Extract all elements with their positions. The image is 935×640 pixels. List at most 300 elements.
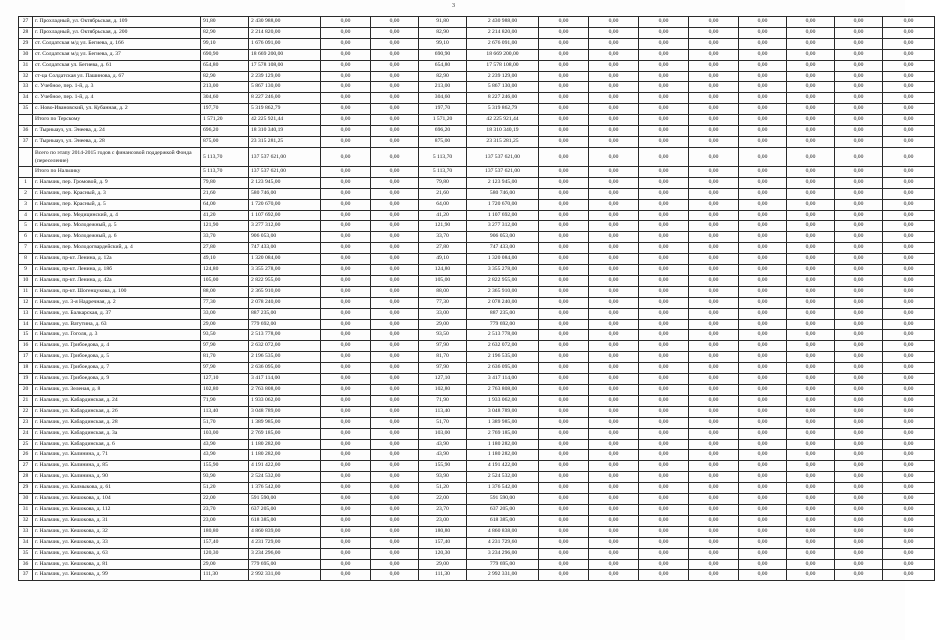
cost-cell: 137 537 621,00 — [249, 147, 321, 166]
area-cell: 82,90 — [201, 71, 249, 82]
value-cell: 0,00 — [835, 104, 883, 115]
value-cell: 0,00 — [883, 115, 935, 126]
address-cell: г. Нальчик, ул. Кабардинская, д. 6 — [33, 439, 201, 450]
value-cell: 591 590,00 — [467, 494, 539, 505]
row-number: 31 — [19, 60, 33, 71]
value-cell: 0,00 — [539, 275, 589, 286]
cost-cell: 3 355 278,00 — [249, 265, 321, 276]
value-cell: 0,00 — [539, 308, 589, 319]
value-cell: 0,00 — [639, 60, 689, 71]
value-cell: 0,00 — [371, 504, 419, 515]
value-cell: 0,00 — [321, 374, 371, 385]
value-cell: 0,00 — [321, 483, 371, 494]
value-cell: 0,00 — [589, 275, 639, 286]
row-number: 24 — [19, 428, 33, 439]
value-cell: 0,00 — [321, 254, 371, 265]
value-cell: 0,00 — [371, 136, 419, 147]
value-cell: 0,00 — [835, 188, 883, 199]
area-cell: 875,00 — [201, 136, 249, 147]
row-number — [19, 115, 33, 126]
value-cell: 0,00 — [883, 199, 935, 210]
value-cell: 0,00 — [883, 395, 935, 406]
value-cell: 0,00 — [835, 341, 883, 352]
value-cell: 0,00 — [739, 450, 787, 461]
value-cell: 0,00 — [835, 126, 883, 137]
value-cell: 0,00 — [539, 265, 589, 276]
value-cell: 0,00 — [689, 341, 739, 352]
value-cell: 0,00 — [883, 275, 935, 286]
value-cell: 0,00 — [321, 537, 371, 548]
area-cell: 1 571,20 — [201, 115, 249, 126]
value-cell: 0,00 — [639, 308, 689, 319]
value-cell: 0,00 — [739, 395, 787, 406]
value-cell: 88,00 — [419, 286, 467, 297]
table-row — [19, 341, 935, 352]
value-cell: 0,00 — [589, 60, 639, 71]
value-cell: 0,00 — [689, 82, 739, 93]
value-cell: 0,00 — [321, 330, 371, 341]
value-cell: 0,00 — [639, 71, 689, 82]
row-number: 36 — [19, 126, 33, 137]
value-cell: 0,00 — [883, 17, 935, 28]
value-cell: 0,00 — [639, 537, 689, 548]
value-cell: 33,70 — [419, 232, 467, 243]
value-cell: 0,00 — [539, 406, 589, 417]
value-cell: 0,00 — [835, 60, 883, 71]
value-cell: 0,00 — [883, 319, 935, 330]
row-number: 8 — [19, 254, 33, 265]
address-cell: г. Нальчик, ул. Гоголя, д. 3 — [33, 330, 201, 341]
area-cell: 23,70 — [201, 504, 249, 515]
value-cell: 71,90 — [419, 395, 467, 406]
value-cell: 0,00 — [689, 286, 739, 297]
value-cell: 0,00 — [739, 147, 787, 166]
value-cell: 0,00 — [787, 243, 835, 254]
area-cell: 33,00 — [201, 308, 249, 319]
value-cell: 0,00 — [739, 265, 787, 276]
value-cell: 696,20 — [419, 126, 467, 137]
value-cell: 0,00 — [787, 210, 835, 221]
row-number: 28 — [19, 472, 33, 483]
value-cell: 51,20 — [419, 483, 467, 494]
value-cell: 0,00 — [689, 559, 739, 570]
value-cell: 0,00 — [539, 27, 589, 38]
address-cell: г. Нальчик, ул. Кабардинская, д. 28 — [33, 417, 201, 428]
value-cell: 0,00 — [321, 548, 371, 559]
value-cell: 0,00 — [639, 526, 689, 537]
value-cell: 2 769 185,00 — [467, 428, 539, 439]
area-cell: 93,90 — [201, 472, 249, 483]
cost-cell: 18 669 200,00 — [249, 49, 321, 60]
cost-cell: 2 239 129,00 — [249, 71, 321, 82]
value-cell: 0,00 — [835, 297, 883, 308]
value-cell: 0,00 — [321, 286, 371, 297]
value-cell: 0,00 — [371, 570, 419, 581]
cost-cell: 3 277 312,00 — [249, 221, 321, 232]
value-cell: 0,00 — [689, 147, 739, 166]
value-cell: 0,00 — [787, 60, 835, 71]
value-cell: 0,00 — [883, 352, 935, 363]
value-cell: 0,00 — [689, 483, 739, 494]
value-cell: 0,00 — [539, 188, 589, 199]
cost-cell: 2 992 331,00 — [249, 570, 321, 581]
area-cell: 22,00 — [201, 494, 249, 505]
value-cell: 0,00 — [739, 71, 787, 82]
value-cell: 2 992 331,00 — [467, 570, 539, 581]
value-cell: 0,00 — [835, 115, 883, 126]
value-cell: 0,00 — [689, 93, 739, 104]
table-row — [19, 559, 935, 570]
value-cell: 0,00 — [321, 136, 371, 147]
value-cell: 1 320 084,00 — [467, 254, 539, 265]
value-cell: 0,00 — [883, 330, 935, 341]
table-row — [19, 374, 935, 385]
value-cell: 0,00 — [539, 570, 589, 581]
value-cell: 0,00 — [321, 363, 371, 374]
value-cell: 0,00 — [689, 537, 739, 548]
value-cell: 0,00 — [589, 406, 639, 417]
value-cell: 0,00 — [639, 483, 689, 494]
row-number: 25 — [19, 439, 33, 450]
value-cell: 0,00 — [835, 308, 883, 319]
cost-cell: 747 433,00 — [249, 243, 321, 254]
value-cell: 0,00 — [739, 136, 787, 147]
value-cell: 2 513 778,00 — [467, 330, 539, 341]
address-cell: г. Нальчик, ул. Калинина, д. 90 — [33, 472, 201, 483]
address-cell: г. Нальчик, пер. Красный, д. 5 — [33, 199, 201, 210]
value-cell: 3 417 114,00 — [467, 374, 539, 385]
value-cell: 0,00 — [689, 417, 739, 428]
address-cell: г. Нальчик, пер. Медицинский, д. 4 — [33, 210, 201, 221]
address-cell: г. Нальчик, ул. Кешокова, д. 81 — [33, 559, 201, 570]
value-cell: 0,00 — [639, 243, 689, 254]
value-cell: 0,00 — [321, 104, 371, 115]
value-cell: 113,40 — [419, 406, 467, 417]
address-cell: г. Нальчик, пер. Красный, д. 3 — [33, 188, 201, 199]
value-cell: 0,00 — [589, 49, 639, 60]
value-cell: 43,90 — [419, 439, 467, 450]
value-cell: 618 385,00 — [467, 515, 539, 526]
value-cell: 0,00 — [539, 483, 589, 494]
table-row — [19, 71, 935, 82]
area-cell: 213,00 — [201, 82, 249, 93]
value-cell: 0,00 — [589, 526, 639, 537]
value-cell: 0,00 — [321, 526, 371, 537]
value-cell: 0,00 — [883, 374, 935, 385]
value-cell: 0,00 — [787, 330, 835, 341]
table-row — [19, 406, 935, 417]
area-cell: 5 113,70 — [201, 147, 249, 166]
cost-cell: 1 720 670,00 — [249, 199, 321, 210]
value-cell: 0,00 — [639, 385, 689, 396]
table-row — [19, 319, 935, 330]
value-cell: 0,00 — [689, 275, 739, 286]
table-row — [19, 548, 935, 559]
page-number: 3 — [452, 3, 455, 9]
value-cell: 0,00 — [321, 395, 371, 406]
value-cell: 0,00 — [835, 406, 883, 417]
value-cell: 0,00 — [689, 570, 739, 581]
value-cell: 0,00 — [787, 254, 835, 265]
value-cell: 0,00 — [883, 385, 935, 396]
cost-cell: 2 513 778,00 — [249, 330, 321, 341]
value-cell: 0,00 — [639, 177, 689, 188]
value-cell: 0,00 — [787, 199, 835, 210]
value-cell: 0,00 — [739, 385, 787, 396]
area-cell: 23,00 — [201, 515, 249, 526]
value-cell: 0,00 — [371, 548, 419, 559]
area-cell: 105,00 — [201, 275, 249, 286]
address-cell: с. Учебное, пер. 1-й, д. 3 — [33, 82, 201, 93]
row-number: 21 — [19, 395, 33, 406]
value-cell: 0,00 — [589, 385, 639, 396]
address-cell: г. Нальчик, ул. Грибоедова, д. 7 — [33, 363, 201, 374]
value-cell: 0,00 — [739, 49, 787, 60]
address-cell: г. Нальчик, ул. Грибоедова, д. 5 — [33, 352, 201, 363]
value-cell: 0,00 — [883, 177, 935, 188]
table-row — [19, 297, 935, 308]
cost-cell: 4 231 729,00 — [249, 537, 321, 548]
value-cell: 0,00 — [371, 319, 419, 330]
value-cell: 0,00 — [739, 188, 787, 199]
value-cell: 0,00 — [371, 60, 419, 71]
value-cell: 93,50 — [419, 330, 467, 341]
value-cell: 0,00 — [739, 363, 787, 374]
value-cell: 42 225 921,44 — [467, 115, 539, 126]
address-cell: г. Нальчик, ул. Кешокова, д. 104 — [33, 494, 201, 505]
value-cell: 0,00 — [371, 297, 419, 308]
row-number: 10 — [19, 275, 33, 286]
address-cell: г. Нальчик, ул. Калинина, д. 71 — [33, 450, 201, 461]
value-cell: 0,00 — [835, 136, 883, 147]
value-cell: 0,00 — [589, 232, 639, 243]
value-cell: 0,00 — [835, 439, 883, 450]
address-cell: г. Нальчик, ул. Кешокова, д. 31 — [33, 515, 201, 526]
address-cell: г. Нальчик, ул. Кешокова, д. 99 — [33, 570, 201, 581]
value-cell: 0,00 — [835, 570, 883, 581]
value-cell: 0,00 — [371, 450, 419, 461]
value-cell: 0,00 — [639, 147, 689, 166]
value-cell: 0,00 — [739, 38, 787, 49]
value-cell: 0,00 — [835, 559, 883, 570]
value-cell: 0,00 — [539, 319, 589, 330]
value-cell: 102,80 — [419, 385, 467, 396]
value-cell: 0,00 — [787, 265, 835, 276]
value-cell: 0,00 — [321, 406, 371, 417]
table-row — [19, 494, 935, 505]
table-row — [19, 515, 935, 526]
cost-cell: 1 376 542,00 — [249, 483, 321, 494]
table-row — [19, 115, 935, 126]
value-cell: 0,00 — [539, 450, 589, 461]
value-cell: 22,00 — [419, 494, 467, 505]
value-cell: 875,00 — [419, 136, 467, 147]
value-cell: 0,00 — [539, 177, 589, 188]
value-cell: 0,00 — [835, 38, 883, 49]
address-cell: Итого по Терскому — [33, 115, 201, 126]
value-cell: 0,00 — [787, 286, 835, 297]
value-cell: 0,00 — [371, 221, 419, 232]
address-cell: г. Нальчик, пр-кт. Ленина, д. 12а — [33, 254, 201, 265]
value-cell: 103,00 — [419, 428, 467, 439]
value-cell: 0,00 — [739, 439, 787, 450]
value-cell: 0,00 — [639, 406, 689, 417]
table-row — [19, 82, 935, 93]
value-cell: 0,00 — [787, 352, 835, 363]
row-number: 34 — [19, 537, 33, 548]
row-number: 28 — [19, 27, 33, 38]
value-cell: 0,00 — [539, 126, 589, 137]
value-cell: 77,30 — [419, 297, 467, 308]
value-cell: 0,00 — [321, 417, 371, 428]
value-cell: 213,00 — [419, 82, 467, 93]
address-cell: ст. Солдатская м/д ул. Бегиева, д. 166 — [33, 38, 201, 49]
value-cell: 0,00 — [639, 38, 689, 49]
value-cell: 197,70 — [419, 104, 467, 115]
address-cell: г. Нальчик, ул. Кабардинская, д. 3а — [33, 428, 201, 439]
value-cell: 0,00 — [883, 49, 935, 60]
value-cell: 0,00 — [321, 60, 371, 71]
value-cell: 0,00 — [835, 275, 883, 286]
area-cell: 71,90 — [201, 395, 249, 406]
table-row — [19, 417, 935, 428]
value-cell: 0,00 — [689, 166, 739, 177]
value-cell: 0,00 — [787, 570, 835, 581]
value-cell: 2 078 240,00 — [467, 297, 539, 308]
value-cell: 33,00 — [419, 308, 467, 319]
value-cell: 0,00 — [787, 115, 835, 126]
value-cell: 0,00 — [739, 104, 787, 115]
value-cell: 0,00 — [739, 548, 787, 559]
area-cell: 51,20 — [201, 483, 249, 494]
value-cell: 0,00 — [835, 221, 883, 232]
row-number: 37 — [19, 570, 33, 581]
value-cell: 0,00 — [787, 49, 835, 60]
value-cell: 105,00 — [419, 275, 467, 286]
value-cell: 2 763 808,00 — [467, 385, 539, 396]
value-cell: 0,00 — [371, 352, 419, 363]
value-cell: 0,00 — [639, 319, 689, 330]
value-cell: 0,00 — [787, 559, 835, 570]
value-cell: 0,00 — [639, 126, 689, 137]
value-cell: 906 053,00 — [467, 232, 539, 243]
cost-cell: 3 048 789,00 — [249, 406, 321, 417]
value-cell: 0,00 — [639, 104, 689, 115]
value-cell: 0,00 — [835, 177, 883, 188]
value-cell: 0,00 — [689, 319, 739, 330]
value-cell: 0,00 — [589, 308, 639, 319]
value-cell: 0,00 — [589, 82, 639, 93]
row-number: 30 — [19, 494, 33, 505]
value-cell: 0,00 — [883, 341, 935, 352]
value-cell: 0,00 — [787, 275, 835, 286]
value-cell: 0,00 — [787, 319, 835, 330]
address-cell: г. Нальчик, ул. Кешокова, д. 63 — [33, 548, 201, 559]
area-cell: 43,90 — [201, 450, 249, 461]
value-cell: 0,00 — [371, 17, 419, 28]
area-cell: 43,90 — [201, 439, 249, 450]
value-cell: 0,00 — [883, 570, 935, 581]
value-cell: 0,00 — [787, 17, 835, 28]
value-cell: 0,00 — [539, 428, 589, 439]
value-cell: 0,00 — [689, 472, 739, 483]
value-cell: 1 389 985,00 — [467, 417, 539, 428]
value-cell: 0,00 — [539, 472, 589, 483]
area-cell: 88,00 — [201, 286, 249, 297]
area-cell: 127,10 — [201, 374, 249, 385]
value-cell: 0,00 — [639, 472, 689, 483]
table-row — [19, 166, 935, 177]
value-cell: 2 822 955,00 — [467, 275, 539, 286]
value-cell: 0,00 — [739, 308, 787, 319]
address-cell: г. Тырныауз, ул. Энеева, д. 28 — [33, 136, 201, 147]
cost-cell: 2 769 185,00 — [249, 428, 321, 439]
value-cell: 0,00 — [787, 297, 835, 308]
value-cell: 0,00 — [739, 275, 787, 286]
value-cell: 0,00 — [883, 526, 935, 537]
value-cell: 0,00 — [371, 374, 419, 385]
value-cell: 0,00 — [321, 115, 371, 126]
area-cell: 21,60 — [201, 188, 249, 199]
value-cell: 1 720 670,00 — [467, 199, 539, 210]
area-cell: 157,40 — [201, 537, 249, 548]
value-cell: 0,00 — [739, 504, 787, 515]
row-number: 9 — [19, 265, 33, 276]
cost-cell: 2 365 910,00 — [249, 286, 321, 297]
table-row — [19, 93, 935, 104]
cost-cell: 1 180 282,00 — [249, 439, 321, 450]
value-cell: 0,00 — [689, 515, 739, 526]
value-cell: 0,00 — [589, 166, 639, 177]
value-cell: 0,00 — [589, 27, 639, 38]
value-cell: 0,00 — [371, 526, 419, 537]
value-cell: 0,00 — [371, 93, 419, 104]
value-cell: 0,00 — [539, 461, 589, 472]
cost-cell: 3 417 114,00 — [249, 374, 321, 385]
value-cell: 0,00 — [639, 341, 689, 352]
value-cell: 97,90 — [419, 363, 467, 374]
cost-cell: 906 053,00 — [249, 232, 321, 243]
address-cell: г. Прохладный, ул. Октябрьская, д. 200 — [33, 27, 201, 38]
value-cell: 2 632 072,00 — [467, 341, 539, 352]
cost-cell: 18 310 340,19 — [249, 126, 321, 137]
value-cell: 0,00 — [371, 49, 419, 60]
value-cell: 0,00 — [689, 297, 739, 308]
value-cell: 0,00 — [371, 515, 419, 526]
value-cell: 0,00 — [835, 461, 883, 472]
value-cell: 0,00 — [371, 341, 419, 352]
area-cell: 29,00 — [201, 559, 249, 570]
value-cell: 0,00 — [321, 177, 371, 188]
row-number: 13 — [19, 308, 33, 319]
value-cell: 17 578 108,00 — [467, 60, 539, 71]
value-cell: 0,00 — [689, 265, 739, 276]
value-cell: 0,00 — [883, 126, 935, 137]
cost-cell: 591 590,00 — [249, 494, 321, 505]
value-cell: 18 669 200,00 — [467, 49, 539, 60]
value-cell: 82,90 — [419, 27, 467, 38]
value-cell: 0,00 — [739, 82, 787, 93]
value-cell: 0,00 — [539, 49, 589, 60]
value-cell: 0,00 — [321, 243, 371, 254]
address-cell: г. Нальчик, ул. Зеленая, д. 8 — [33, 385, 201, 396]
value-cell: 2 214 820,00 — [467, 27, 539, 38]
value-cell: 0,00 — [589, 461, 639, 472]
value-cell: 0,00 — [371, 199, 419, 210]
value-cell: 41,20 — [419, 210, 467, 221]
value-cell: 0,00 — [371, 82, 419, 93]
value-cell: 0,00 — [787, 71, 835, 82]
